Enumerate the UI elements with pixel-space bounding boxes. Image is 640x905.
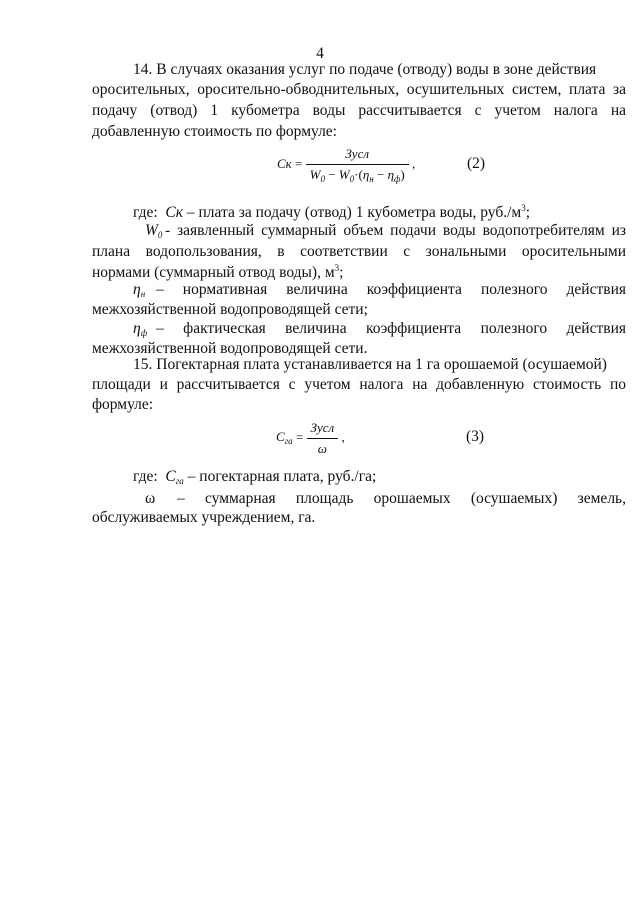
eta-f-symbol: $\eta_ф$ bbox=[133, 320, 148, 338]
formula3-denominator: ω bbox=[317, 441, 327, 456]
where2-etaf-line1: – фактическая величина коэффициента полезного действия bbox=[156, 320, 626, 337]
where3-cga-line: где: $С_{га}$ – погектарная плата, руб./га; bbox=[133, 468, 377, 486]
p14-line2: оросительных, оросительно-обводнительных, осушительных систем, плата за bbox=[92, 81, 626, 98]
formula3-fraction bbox=[307, 420, 339, 457]
ck-symbol: Ск bbox=[165, 204, 184, 221]
formula3-number: (3) bbox=[466, 428, 485, 445]
p14-line1: 14. В случаях оказания услуг по подаче (отводу) воды в зоне действия bbox=[133, 61, 597, 78]
where2-w0-line1: - заявленный суммарный объем подачи воды водопотребителям из bbox=[165, 222, 626, 239]
where2-etan-line1: – нормативная величина коэффициента полезного действия bbox=[156, 281, 626, 298]
where2-etaf-line2: межхозяйственной водопроводящей сети. bbox=[92, 340, 368, 357]
eta-n-symbol: $\eta_н$ bbox=[133, 281, 146, 299]
where2-w0-line3: нормами (суммарный отвод воды), $м^3$; bbox=[92, 263, 344, 281]
where3-omega-line1: – суммарная площадь орошаемых (осушаемых) земель, bbox=[177, 490, 626, 507]
where2-w0-line2: плана водопользования, в соответствии с зональными оросительными bbox=[92, 243, 626, 260]
formula-3: $С_{га}$ = $\frac{\text{Зусл}}{\omega}$ , bbox=[276, 420, 345, 456]
formula3-lhs: $С_{га}$ bbox=[276, 429, 293, 447]
formula2-denominator: $W_0 - W_0\cdot(\eta_н - \eta_ф)$ bbox=[309, 167, 405, 184]
where2-etan-line2: межхозяйственной водопроводящей сети; bbox=[92, 301, 368, 318]
p15-line1: 15. Погектарная плата устанавливается на 1 га орошаемой (осушаемой) bbox=[133, 356, 607, 373]
formula2-number: (2) bbox=[467, 155, 486, 172]
p14-line4: добавленную стоимость по формуле: bbox=[92, 123, 337, 140]
formula3-numerator: Зусл bbox=[307, 420, 339, 439]
omega-symbol: ω bbox=[145, 490, 156, 507]
where3-omega-line2: обслуживаемых учреждением, га. bbox=[92, 509, 316, 526]
formula-2: Ск = $\frac{\text{Зусл}}{W_0 - W_0\cdot(\eta_н - \eta_ф)}$ , bbox=[277, 146, 416, 184]
where2-ck-line: где: Ск – плата за подачу (отвод) 1 кубометра воды, $руб./м^3$; bbox=[133, 203, 531, 221]
page-number: 4 bbox=[316, 45, 324, 62]
p14-line3: подачу (отвод) 1 кубометра воды рассчитывается с учетом налога на bbox=[92, 102, 626, 119]
formula2-numerator: Зусл bbox=[306, 146, 409, 165]
formula2-lhs: Ск bbox=[277, 155, 292, 171]
w0-symbol: $W_0$ bbox=[145, 222, 163, 240]
formula2-fraction bbox=[306, 146, 409, 184]
p15-line3: формуле: bbox=[92, 396, 154, 413]
p15-line2: площади и рассчитывается с учетом налога на добавленную стоимость по bbox=[92, 376, 626, 393]
